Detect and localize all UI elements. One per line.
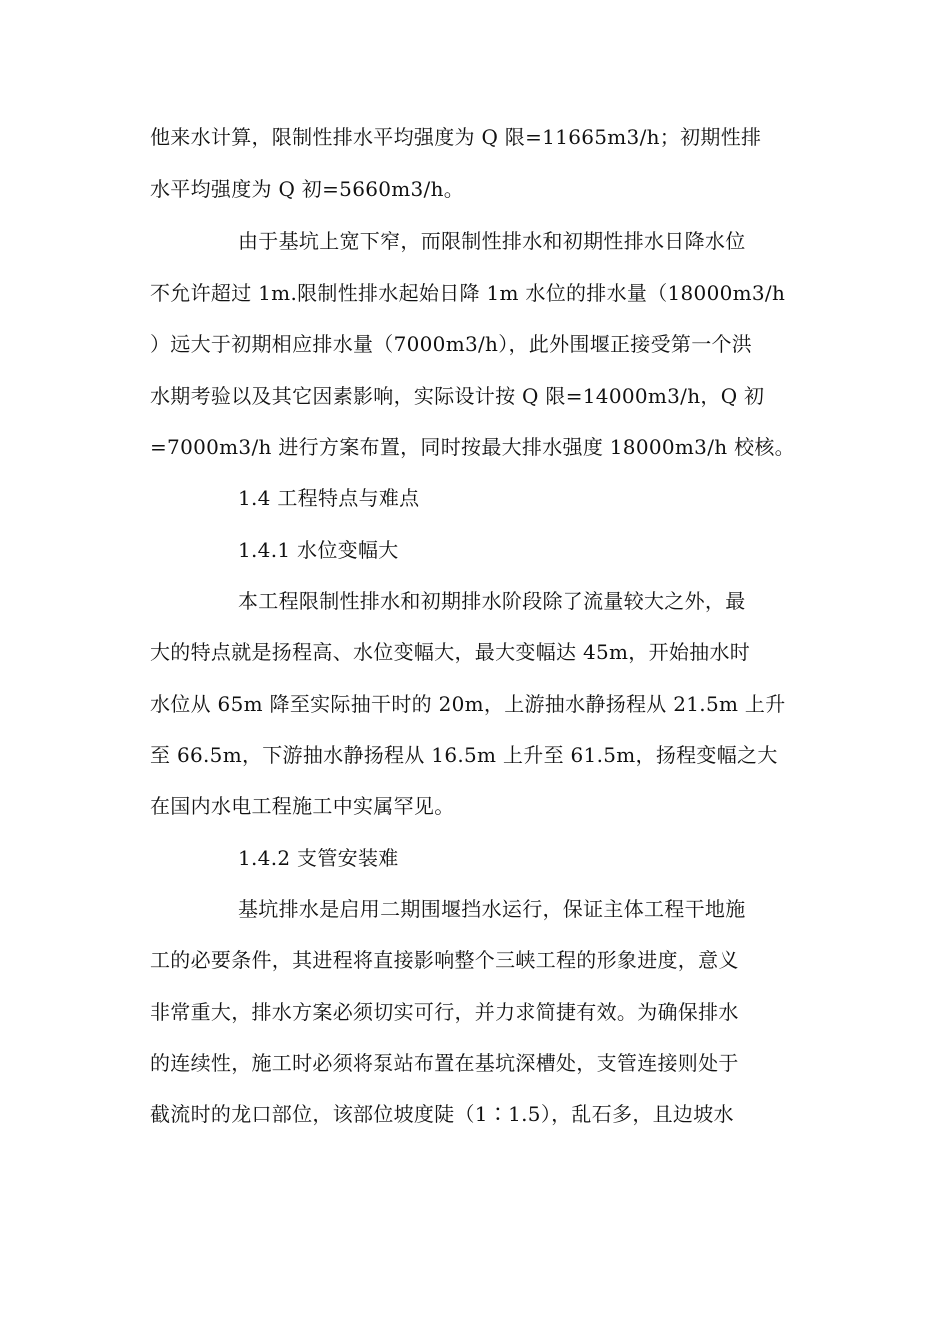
text-line-17: 工的必要条件，其进程将直接影响整个三峡工程的形象进度，意义: [150, 948, 739, 972]
paragraph-start-line-3: 由于基坑上宽下窄，而限制性排水和初期性排水日降水位: [238, 229, 746, 253]
text-line-18: 非常重大，排水方案必须切实可行，并力求简捷有效。为确保排水: [150, 1000, 739, 1024]
text-line-11: 大的特点就是扬程高、水位变幅大，最大变幅达 45m，开始抽水时: [150, 640, 751, 664]
text-line-7: =7000m3/h 进行方案布置，同时按最大排水强度 18000m3/h 校核。: [150, 435, 795, 459]
paragraph-start-line-10: 本工程限制性排水和初期排水阶段除了流量较大之外，最: [238, 589, 746, 613]
text-line-19: 的连续性，施工时必须将泵站布置在基坑深槽处，支管连接则处于: [150, 1051, 739, 1075]
text-line-4: 不允许超过 1m.限制性排水起始日降 1m 水位的排水量（18000m3/h: [150, 281, 786, 305]
text-line-20: 截流时的龙口部位，该部位坡度陡（1∶1.5），乱石多，且边坡水: [150, 1102, 734, 1126]
text-line-1: 他来水计算，限制性排水平均强度为 Q 限=11665m3/h；初期性排: [150, 125, 762, 149]
paragraph-start-line-16: 基坑排水是启用二期围堰挡水运行，保证主体工程干地施: [238, 897, 746, 921]
text-line-6: 水期考验以及其它因素影响，实际设计按 Q 限=14000m3/h，Q 初: [150, 384, 765, 408]
text-line-2: 水平均强度为 Q 初=5660m3/h。: [150, 177, 465, 201]
section-heading-1-4: 1.4 工程特点与难点: [238, 486, 420, 510]
subsection-heading-1-4-2: 1.4.2 支管安装难: [238, 846, 399, 870]
text-line-5: ）远大于初期相应排水量（7000m3/h），此外围堰正接受第一个洪: [150, 332, 753, 356]
text-line-14: 在国内水电工程施工中实属罕见。: [150, 794, 455, 818]
subsection-heading-1-4-1: 1.4.1 水位变幅大: [238, 538, 399, 562]
text-line-13: 至 66.5m，下游抽水静扬程从 16.5m 上升至 61.5m，扬程变幅之大: [150, 743, 778, 767]
text-line-12: 水位从 65m 降至实际抽干时的 20m，上游抽水静扬程从 21.5m 上升: [150, 692, 786, 716]
